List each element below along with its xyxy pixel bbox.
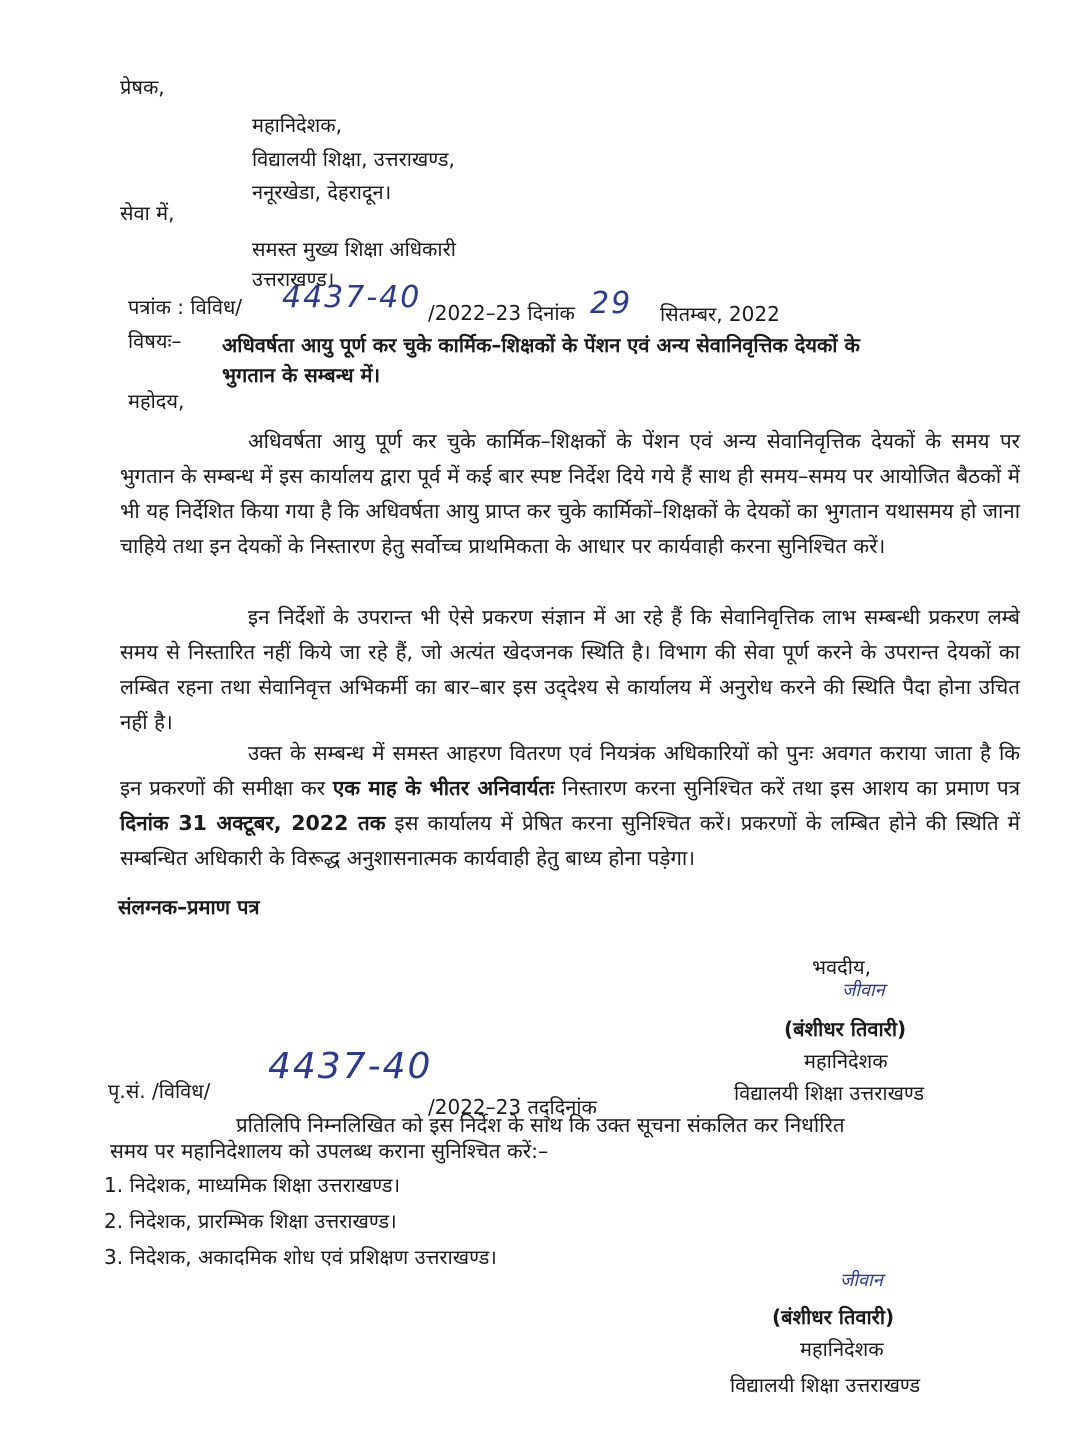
signature-1-name: (बंशीधर तिवारी)	[784, 1017, 907, 1041]
paragraph-3-text-2: निस्तारण करना सुनिश्चित करें तथा इस आशय का प्रमाण पत्र	[554, 776, 1021, 800]
recipient-line-1: समस्त मुख्य शिक्षा अधिकारी	[252, 237, 456, 261]
copy-handwritten-number: 4437-40	[268, 1046, 433, 1087]
reference-prefix: पत्रांक : विविध/	[128, 295, 243, 319]
copy-intro-line-2: समय पर महानिदेशालय को उपलब्ध कराना सुनिश्चित करें:–	[110, 1139, 549, 1163]
paragraph-1-text: अधिवर्षता आयु पूर्ण कर चुके कार्मिक–शिक्षकों के पेंशन एवं अन्य सेवानिवृत्तिक देयकों के समय पर भुगतान के सम्बन्ध में इस कार्यालय द्वारा पूर्व में कई बार स्पष्ट निर्देश दिये गये हैं साथ ही समय–समय पर आयोजित बैठकों में भी यह निर्देशित किया गया है कि अधिवर्षता आयु प्राप्त कर चुके कार्मिकों–शिक्षकों के देयकों का भुगतान यथासमय हो जाना चाहिये तथा इन देयकों के निस्तारण हेतु सर्वोच्च प्राथमिकता के आधार पर कार्यवाही करना सुनिश्चित करें।	[120, 429, 1020, 558]
sender-line-1: महानिदेशक,	[252, 113, 342, 137]
reference-month-year: सितम्बर, 2022	[660, 302, 780, 326]
subject-line-2: भुगतान के सम्बन्ध में।	[222, 363, 381, 387]
paragraph-3-bold-1: एक माह के भीतर अनिवार्यतः	[332, 776, 555, 800]
paragraph-2-text: इन निर्देशों के उपरान्त भी ऐसे प्रकरण संज्ञान में आ रहे हैं कि सेवानिवृत्तिक लाभ सम्बन्धी प्रकरण लम्बे समय से निस्तारित नहीं किये जा रहे हैं, जो अत्यंत खेदजनक स्थिति है। विभाग की सेवा पूर्ण करने के उपरान्त देयकों का लम्बित रहना तथा सेवानिवृत्त अभिकर्मी का बार–बार इस उद्‌देश्य से कार्यालय में अनुरोध करने की स्थिति पैदा होना उचित नहीं है।	[120, 605, 1020, 734]
signature-1-closing: भवदीय,	[812, 955, 871, 979]
copy-list-item: 3. निदेशक, अकादमिक शोध एवं प्रशिक्षण उत्तराखण्ड।	[104, 1245, 497, 1269]
recipient-line-2: उत्तराखण्ड।	[252, 267, 335, 291]
paragraph-3-text-3: इस कार्यालय में प्रेषित करना सुनिश्चित करें। प्रकरणों के लम्बित होने की स्थिति में सम्बन्धित अधिकारी के विरूद्ध अनुशासनात्मक कार्यवाही हेतु बाध्य होना पड़ेगा।	[120, 811, 1020, 870]
copy-reference-suffix: /2022–23 तद्‌दिनांक	[428, 1095, 597, 1119]
handwritten-letter-number: 4437-40	[282, 280, 422, 315]
sender-label: प्रेषक,	[120, 75, 165, 99]
paragraph-2	[120, 600, 1020, 740]
copy-intro-line-1: प्रतिलिपि निम्नलिखित को इस निर्देश के साथ कि उक्त सूचना संकलित कर निर्धारित	[236, 1113, 845, 1137]
copy-list-item: 1. निदेशक, माध्यमिक शिक्षा उत्तराखण्ड।	[104, 1173, 401, 1197]
signature-2-scribble: जीवान	[840, 1270, 883, 1291]
signature-1-scribble: जीवान	[842, 980, 885, 1001]
salutation: महोदय,	[128, 389, 185, 413]
paragraph-3	[120, 736, 1020, 876]
paragraph-3-bold-2: दिनांक 31 अक्टूबर, 2022 तक	[120, 811, 386, 835]
subject-line-1: अधिवर्षता आयु पूर्ण कर चुके कार्मिक–शिक्षकों के पेंशन एवं अन्य सेवानिवृत्तिक देयकों के	[222, 333, 860, 357]
copy-reference-prefix: पृ.सं. /विविध/	[108, 1079, 211, 1103]
sender-line-3: ननूरखेडा, देहरादून।	[252, 180, 392, 204]
signature-2-title: महानिदेशक	[800, 1337, 884, 1361]
recipient-label: सेवा में,	[120, 201, 175, 225]
handwritten-day: 29	[590, 286, 633, 321]
signature-1-title: महानिदेशक	[804, 1049, 888, 1073]
paragraph-3-text-1: उक्त के सम्बन्ध में समस्त आहरण वितरण एवं नियत्रंक अधिकारियों को पुनः अवगत कराया जाता है कि इन प्रकरणों की समीक्षा कर	[120, 741, 1020, 800]
enclosure: संलग्नक–प्रमाण पत्र	[118, 895, 260, 919]
subject-label: विषयः–	[128, 329, 182, 353]
signature-2-name: (बंशीधर तिवारी)	[772, 1305, 895, 1329]
reference-middle: /2022–23 दिनांक	[428, 301, 575, 325]
signature-2-org: विद्यालयी शिक्षा उत्तराखण्ड	[730, 1373, 921, 1397]
signature-1-org: विद्यालयी शिक्षा उत्तराखण्ड	[734, 1081, 925, 1105]
copy-list-item: 2. निदेशक, प्रारम्भिक शिक्षा उत्तराखण्ड।	[104, 1209, 397, 1233]
paragraph-1	[120, 424, 1020, 564]
sender-line-2: विद्यालयी शिक्षा, उत्तराखण्ड,	[252, 147, 455, 171]
